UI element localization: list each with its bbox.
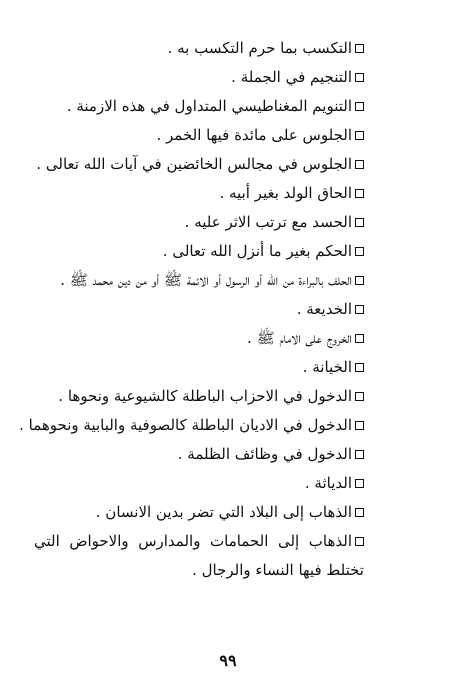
list-item-text: الخروج على الامام ﷺ . [247, 329, 352, 347]
list-item-text: الذهاب إلى الحمامات والمدارس والاحواض التي تختلط فيها النساء والرجال . [34, 532, 364, 579]
list-item-text: الخيانة . [302, 358, 352, 376]
square-bullet-icon [355, 102, 364, 111]
list-item-text: التنجيم في الجملة . [231, 68, 352, 86]
list-item [34, 92, 364, 121]
square-bullet-icon [355, 537, 364, 546]
list-item [34, 63, 364, 92]
list-item [19, 411, 364, 440]
list-item-text: التنويم المغناطيسي المتداول في هذه الازمنة . [66, 97, 352, 115]
page-number: ٩٩ [219, 651, 237, 670]
list-item [34, 382, 364, 411]
list-item-text: الحاق الولد بغير أبيه . [219, 184, 352, 202]
square-bullet-icon [355, 247, 364, 256]
square-bullet-icon [355, 392, 364, 401]
list-item-text: الحلف بالبراءة من الله أو الرسول أو الائمة ﷺ أو من دين محمد ﷺ . [60, 271, 352, 289]
square-bullet-icon [355, 508, 364, 517]
list-item [34, 324, 364, 353]
prohibitions-list [19, 34, 364, 585]
square-bullet-icon [355, 450, 364, 459]
list-item-text: التكسب بما حرم التكسب به . [167, 39, 352, 57]
square-bullet-icon [355, 479, 364, 488]
list-item-text: الجلوس على مائدة فيها الخمر . [156, 126, 352, 144]
list-item [34, 469, 364, 498]
square-bullet-icon [355, 189, 364, 198]
list-item-text: الدخول في الاديان الباطلة كالصوفية والبابية ونحوهما . [19, 416, 352, 434]
list-item [34, 150, 364, 179]
list-item [34, 121, 364, 150]
square-bullet-icon [355, 73, 364, 82]
list-item [34, 208, 364, 237]
square-bullet-icon [355, 276, 364, 285]
list-item [34, 34, 364, 63]
square-bullet-icon [355, 218, 364, 227]
square-bullet-icon [355, 131, 364, 140]
list-item-text: الدياثة . [304, 474, 352, 492]
list-item [34, 266, 364, 295]
square-bullet-icon [355, 421, 364, 430]
list-item [34, 353, 364, 382]
list-item [34, 237, 364, 266]
square-bullet-icon [355, 305, 364, 314]
list-item-text: الحسد مع ترتب الاثر عليه . [184, 213, 352, 231]
list-item [34, 295, 364, 324]
square-bullet-icon [355, 160, 364, 169]
list-item-text: الدخول في الاحزاب الباطلة كالشيوعية ونحوها . [58, 387, 352, 405]
list-item-text: الدخول في وظائف الظلمة . [177, 445, 352, 463]
list-item-text: الحكم بغير ما أنزل الله تعالى . [162, 242, 352, 260]
list-item [34, 498, 364, 527]
list-item-text: الذهاب إلى البلاد التي تضر بدين الانسان . [95, 503, 352, 521]
square-bullet-icon [355, 334, 364, 343]
list-item [34, 527, 364, 585]
list-item-text: الجلوس في مجالس الخائضين في آيات الله تعالى . [36, 155, 352, 173]
list-item-text: الخديعة . [296, 300, 352, 318]
list-item [34, 179, 364, 208]
list-item [34, 440, 364, 469]
square-bullet-icon [355, 44, 364, 53]
square-bullet-icon [355, 363, 364, 372]
